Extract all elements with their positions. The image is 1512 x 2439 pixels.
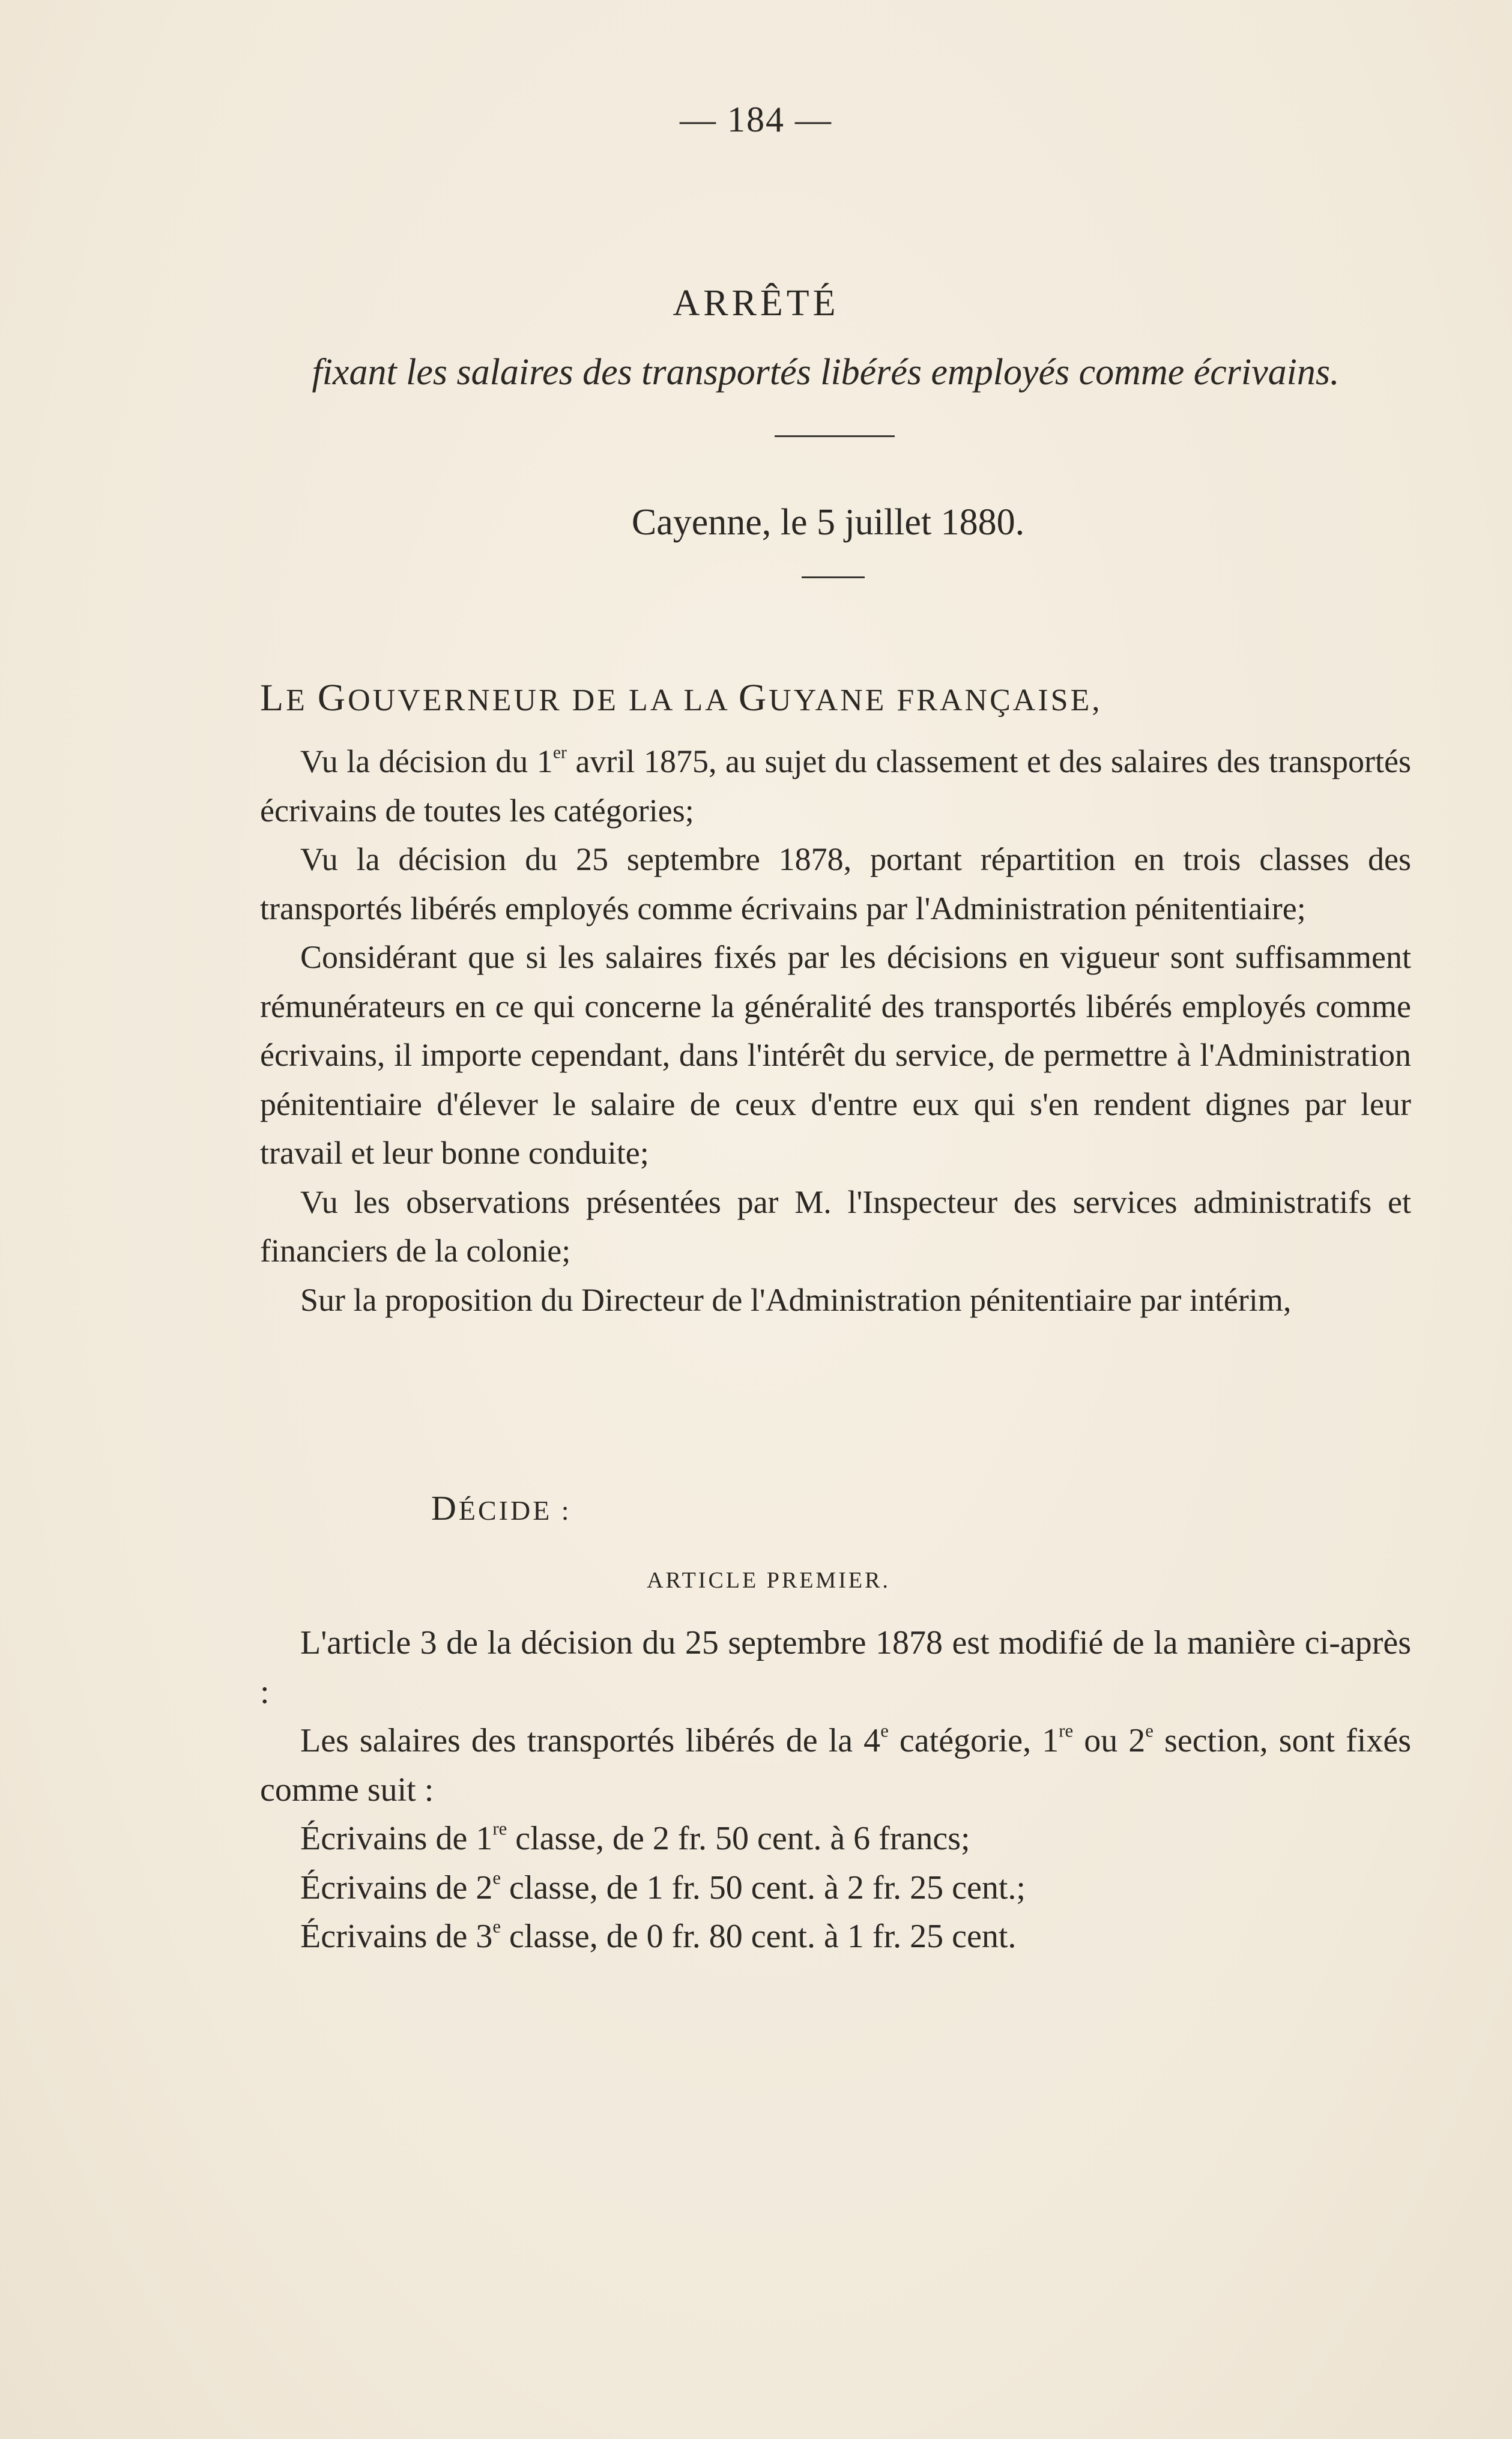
- salary-class-text: Écrivains de 1: [300, 1820, 493, 1857]
- address-line: [260, 675, 1102, 720]
- considerant-text: Considérant que si les salaires fixés par les décisions en vigueur sont suffisamment rémunérateurs en ce qui concerne la généralité des transportés libérés employés comme écrivains, il importe cependant, dans l'intérêt du service, de permettre à l'Administration pénitentiaire d'élever le salaire de ceux d'entre eux qui s'en rendent dignes par leur travail et leur bonne conduite;: [260, 939, 1411, 1171]
- salary-class-text: classe, de 1 fr. 50 cent. à 2 fr. 25 cent.;: [501, 1869, 1026, 1906]
- ordinal-superscript: e: [1145, 1720, 1154, 1741]
- considerant-text: Vu la décision du 1: [300, 743, 553, 779]
- salary-class-text: Écrivains de 2: [300, 1869, 493, 1906]
- decide-rest: ÉCIDE :: [458, 1495, 572, 1526]
- salary-class-text: Écrivains de 3: [300, 1918, 493, 1955]
- address-text-2: OUVERNEUR DE LA LA: [348, 683, 739, 718]
- address-initial-g2: G: [738, 676, 769, 719]
- salary-class-text: classe, de 2 fr. 50 cent. à 6 francs;: [507, 1820, 970, 1857]
- article-text: ou 2: [1073, 1722, 1146, 1759]
- ordinal-superscript: re: [1059, 1720, 1074, 1741]
- address-text-1: E: [286, 683, 318, 718]
- ordinal-superscript: e: [492, 1916, 501, 1937]
- considerant-paragraph: [260, 1276, 1411, 1325]
- dateline-divider: [802, 576, 865, 578]
- article-text: Les salaires des transportés libérés de la 4: [300, 1722, 881, 1759]
- address-initial-l: L: [260, 676, 286, 719]
- ordinal-superscript: e: [880, 1720, 889, 1741]
- decide-heading: [431, 1488, 572, 1528]
- article-text: catégorie, 1: [888, 1722, 1059, 1759]
- considerant-text: Sur la proposition du Directeur de l'Administration pénitentiaire par intérim,: [300, 1281, 1292, 1318]
- address-text-3: UYANE FRANÇAISE,: [769, 683, 1102, 718]
- document-subtitle: fixant les salaires des transportés libérés employés comme écrivains.: [312, 352, 1340, 393]
- address-initial-g: G: [317, 676, 348, 719]
- article-intro: L'article 3 de la décision du 25 septembre 1878 est modifié de la manière ci-après :: [260, 1624, 1411, 1711]
- salary-class-item: [260, 1912, 1411, 1962]
- considerant-paragraph: [260, 1178, 1411, 1276]
- considerants-block: [260, 737, 1411, 1325]
- article-body: [260, 1619, 1411, 1962]
- considerant-paragraph: [260, 737, 1411, 835]
- considerant-paragraph: [260, 933, 1411, 1178]
- considerant-text: avril 1875, au sujet du classement et des salaires des transportés écrivains de toutes les catégories;: [260, 743, 1411, 829]
- ordinal-superscript: er: [552, 743, 567, 763]
- decide-initial: D: [431, 1488, 459, 1528]
- salary-class-item: [260, 1815, 1411, 1864]
- ordinal-superscript: re: [492, 1818, 507, 1839]
- considerant-text: Vu la décision du 25 septembre 1878, portant répartition en trois classes des transportés libérés employés comme écrivains par l'Administration pénitentiaire;: [260, 841, 1411, 926]
- title-divider: [775, 435, 895, 437]
- salary-class-text: classe, de 0 fr. 80 cent. à 1 fr. 25 cent.: [501, 1918, 1017, 1955]
- dateline: Cayenne, le 5 juillet 1880.: [631, 502, 1025, 543]
- document-title: ARRÊTÉ: [673, 283, 839, 324]
- considerant-paragraph: [260, 835, 1411, 933]
- ordinal-superscript: e: [492, 1867, 501, 1888]
- article-salaires: [260, 1717, 1411, 1815]
- salary-class-item: [260, 1864, 1411, 1913]
- article-text: section, sont fixés comme suit :: [260, 1722, 1412, 1809]
- article-heading: ARTICLE PREMIER.: [647, 1568, 891, 1593]
- page-number: — 184 —: [680, 100, 832, 139]
- considerant-text: Vu les observations présentées par M. l'Inspecteur des services administratifs et financiers de la colonie;: [260, 1183, 1411, 1269]
